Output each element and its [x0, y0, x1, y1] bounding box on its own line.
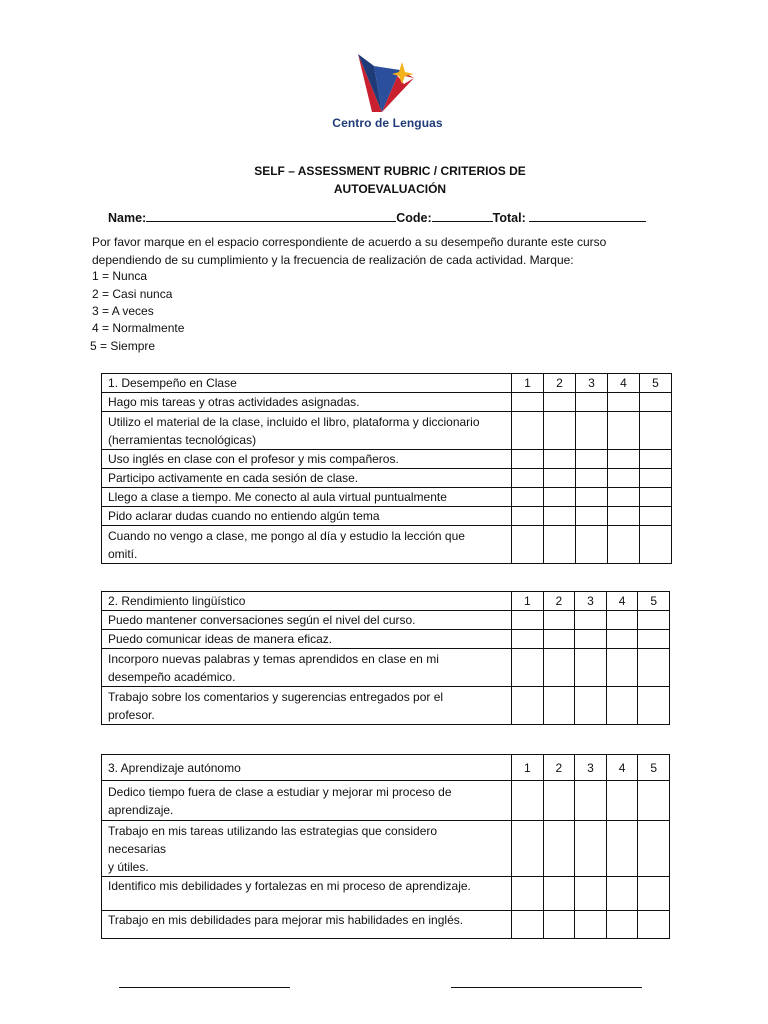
- rating-cell[interactable]: [512, 877, 544, 911]
- rating-cell[interactable]: [638, 611, 670, 630]
- criterion-text: Dedico tiempo fuera de clase a estudiar y mejorar mi proceso de aprendizaje.: [102, 781, 512, 821]
- rating-cell[interactable]: [575, 649, 607, 687]
- criterion-text: Llego a clase a tiempo. Me conecto al aula virtual puntualmente: [102, 488, 512, 507]
- rating-cell[interactable]: [608, 507, 640, 526]
- table-row: [102, 611, 670, 630]
- code-field[interactable]: [432, 208, 493, 222]
- column-header: 4: [606, 592, 638, 611]
- table-row: [102, 649, 670, 687]
- criterion-text: Trabajo en mis tareas utilizando las estrategias que considero necesarias y útiles.: [102, 821, 512, 877]
- section2-table: [101, 591, 670, 725]
- section-title: 2. Rendimiento lingüístico: [102, 592, 512, 611]
- rating-cell[interactable]: [638, 821, 670, 877]
- rating-cell[interactable]: [640, 488, 672, 507]
- rating-cell[interactable]: [575, 611, 607, 630]
- rating-cell[interactable]: [638, 687, 670, 725]
- criterion-text: Cuando no vengo a clase, me pongo al día y estudio la lección que omití.: [102, 526, 512, 564]
- scale-item: 3 = A veces: [92, 304, 154, 318]
- column-header: 2: [544, 374, 576, 393]
- column-header: 1: [512, 374, 544, 393]
- rating-cell[interactable]: [638, 630, 670, 649]
- rating-cell[interactable]: [543, 781, 575, 821]
- name-field[interactable]: [146, 208, 396, 222]
- student-info-line: [108, 208, 646, 225]
- rating-cell[interactable]: [512, 469, 544, 488]
- table-row: [102, 687, 670, 725]
- rating-cell[interactable]: [576, 412, 608, 450]
- scale-item: 1 = Nunca: [92, 269, 148, 283]
- column-header: 5: [638, 592, 670, 611]
- section1-table: [101, 373, 672, 564]
- column-header: 3: [576, 374, 608, 393]
- table-row: [102, 412, 672, 450]
- signature-line-right[interactable]: [451, 987, 642, 988]
- rating-cell[interactable]: [575, 630, 607, 649]
- table-row: [102, 911, 670, 939]
- rating-cell[interactable]: [575, 781, 607, 821]
- table-row: [102, 877, 670, 911]
- rating-cell[interactable]: [544, 469, 576, 488]
- instructions-line2: dependiendo de su cumplimiento y la frecuencia de realización de cada actividad. Marque:: [92, 252, 574, 267]
- criterion-text: Pido aclarar dudas cuando no entiendo algún tema: [102, 507, 512, 526]
- rating-cell[interactable]: [544, 393, 576, 412]
- rating-cell[interactable]: [543, 630, 575, 649]
- rating-cell[interactable]: [512, 911, 544, 939]
- rating-cell[interactable]: [606, 649, 638, 687]
- table-row: [102, 393, 672, 412]
- rating-cell[interactable]: [606, 821, 638, 877]
- rating-cell[interactable]: [512, 488, 544, 507]
- rating-cell[interactable]: [608, 469, 640, 488]
- signature-line-left[interactable]: [119, 987, 290, 988]
- logo: [330, 48, 445, 133]
- rating-cell[interactable]: [512, 611, 544, 630]
- logo-text: Centro de Lenguas: [332, 116, 443, 130]
- rating-cell[interactable]: [606, 630, 638, 649]
- total-label: Total:: [492, 211, 526, 225]
- rating-cell[interactable]: [543, 649, 575, 687]
- rating-cell[interactable]: [576, 393, 608, 412]
- table-row: [102, 507, 672, 526]
- rating-cell[interactable]: [576, 450, 608, 469]
- rating-cell[interactable]: [512, 412, 544, 450]
- criterion-text: Hago mis tareas y otras actividades asignadas.: [102, 393, 512, 412]
- column-header: 4: [606, 755, 638, 781]
- rating-cell[interactable]: [606, 877, 638, 911]
- criterion-text: Uso inglés en clase con el profesor y mis compañeros.: [102, 450, 512, 469]
- rating-cell[interactable]: [512, 649, 544, 687]
- name-label: Name:: [108, 211, 147, 225]
- rating-cell[interactable]: [576, 488, 608, 507]
- section-title: 1. Desempeño en Clase: [102, 374, 512, 393]
- rating-cell[interactable]: [512, 687, 544, 725]
- scale-item: 2 = Casi nunca: [92, 287, 173, 301]
- rating-cell[interactable]: [575, 911, 607, 939]
- column-header: 3: [575, 755, 607, 781]
- rating-cell[interactable]: [640, 450, 672, 469]
- column-header: 1: [512, 592, 544, 611]
- rating-cell[interactable]: [543, 877, 575, 911]
- rating-cell[interactable]: [576, 469, 608, 488]
- column-header: 5: [638, 755, 670, 781]
- rating-cell[interactable]: [638, 911, 670, 939]
- rating-cell[interactable]: [638, 649, 670, 687]
- scale-item: 4 = Normalmente: [92, 321, 185, 335]
- rating-cell[interactable]: [544, 412, 576, 450]
- rating-cell[interactable]: [543, 611, 575, 630]
- page-title-line2: AUTOEVALUACIÓN: [333, 182, 447, 196]
- criterion-text: Puedo mantener conversaciones según el nivel del curso.: [102, 611, 512, 630]
- section3-table: [101, 754, 670, 939]
- table-row: [102, 526, 672, 564]
- rating-cell[interactable]: [640, 526, 672, 564]
- rating-cell[interactable]: [606, 611, 638, 630]
- table-row: [102, 450, 672, 469]
- rating-cell[interactable]: [544, 507, 576, 526]
- code-label: Code:: [396, 211, 432, 225]
- column-header: 2: [543, 755, 575, 781]
- column-header: 5: [640, 374, 672, 393]
- rating-cell[interactable]: [606, 781, 638, 821]
- rating-cell[interactable]: [575, 877, 607, 911]
- instructions: [92, 234, 692, 269]
- rating-cell[interactable]: [512, 821, 544, 877]
- criterion-text: Incorporo nuevas palabras y temas aprendidos en clase en mi desempeño académico.: [102, 649, 512, 687]
- criterion-text: Puedo comunicar ideas de manera eficaz.: [102, 630, 512, 649]
- page-title-line1: SELF – ASSESSMENT RUBRIC / CRITERIOS DE: [254, 164, 526, 178]
- table-row: [102, 630, 670, 649]
- rating-cell[interactable]: [575, 687, 607, 725]
- rating-cell[interactable]: [576, 526, 608, 564]
- table-row: [102, 781, 670, 821]
- rating-cell[interactable]: [512, 393, 544, 412]
- rating-cell[interactable]: [608, 526, 640, 564]
- rating-cell[interactable]: [608, 450, 640, 469]
- criterion-text: Identifico mis debilidades y fortalezas en mi proceso de aprendizaje.: [102, 877, 512, 911]
- table-row: [102, 469, 672, 488]
- column-header: 1: [512, 755, 544, 781]
- rating-cell[interactable]: [575, 821, 607, 877]
- rating-cell[interactable]: [608, 488, 640, 507]
- rating-cell[interactable]: [608, 412, 640, 450]
- rating-cell[interactable]: [512, 526, 544, 564]
- rating-cell[interactable]: [512, 781, 544, 821]
- criterion-text: Utilizo el material de la clase, incluido el libro, plataforma y diccionario (herramientas tecnológicas): [102, 412, 512, 450]
- criterion-text: Trabajo en mis debilidades para mejorar mis habilidades en inglés.: [102, 911, 512, 939]
- rating-cell[interactable]: [638, 877, 670, 911]
- table-row: [102, 488, 672, 507]
- rating-cell[interactable]: [544, 526, 576, 564]
- criterion-text: Participo activamente en cada sesión de clase.: [102, 469, 512, 488]
- logo-mark-icon: [352, 48, 422, 114]
- rating-cell[interactable]: [512, 450, 544, 469]
- rating-cell[interactable]: [640, 507, 672, 526]
- rating-cell[interactable]: [606, 911, 638, 939]
- rating-cell[interactable]: [606, 687, 638, 725]
- rating-cell[interactable]: [640, 393, 672, 412]
- rating-cell[interactable]: [543, 911, 575, 939]
- criterion-text: Trabajo sobre los comentarios y sugerencias entregados por el profesor.: [102, 687, 512, 725]
- section-title: 3. Aprendizaje autónomo: [102, 755, 512, 781]
- total-field[interactable]: [529, 208, 646, 222]
- rating-cell[interactable]: [640, 412, 672, 450]
- rating-cell[interactable]: [640, 469, 672, 488]
- rating-cell[interactable]: [544, 488, 576, 507]
- rating-cell[interactable]: [543, 821, 575, 877]
- column-header: 3: [575, 592, 607, 611]
- rating-cell[interactable]: [512, 630, 544, 649]
- column-header: 2: [543, 592, 575, 611]
- rating-cell[interactable]: [576, 507, 608, 526]
- table-row: [102, 821, 670, 877]
- rating-cell[interactable]: [543, 687, 575, 725]
- rating-cell[interactable]: [512, 507, 544, 526]
- column-header: 4: [608, 374, 640, 393]
- instructions-line1: Por favor marque en el espacio correspondiente de acuerdo a su desempeño durante este curso: [92, 235, 607, 249]
- rating-cell[interactable]: [638, 781, 670, 821]
- rating-cell[interactable]: [544, 450, 576, 469]
- scale-item: 5 = Siempre: [90, 339, 156, 353]
- rating-cell[interactable]: [608, 393, 640, 412]
